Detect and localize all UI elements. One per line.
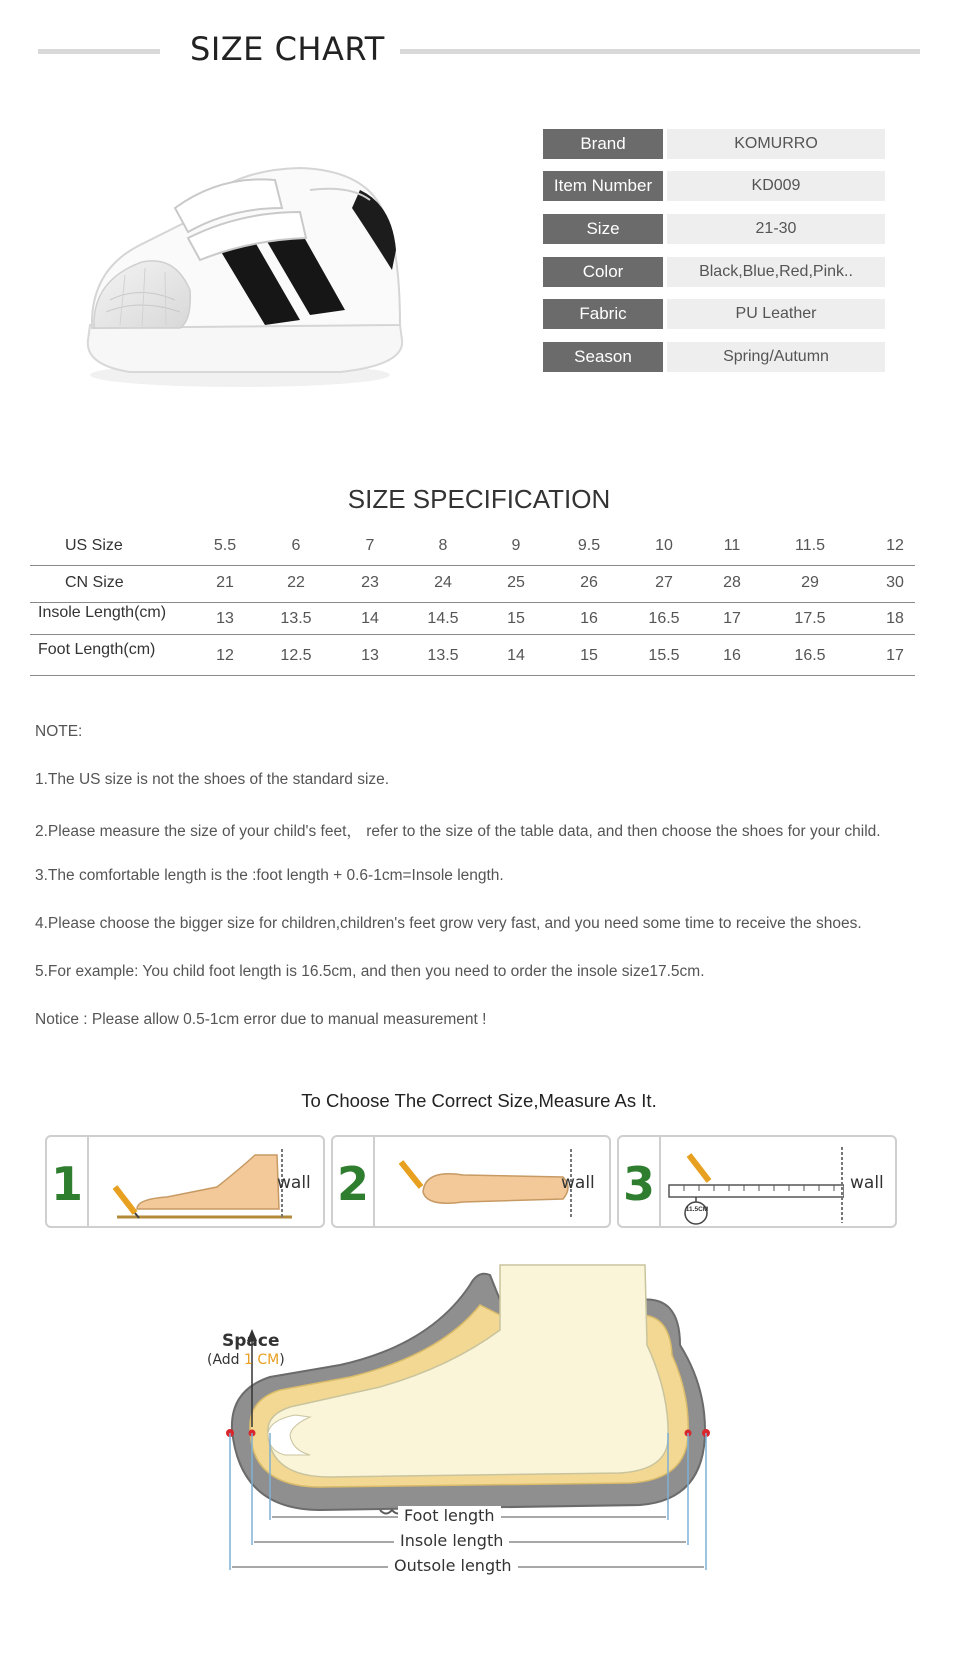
attr-row-season: [543, 342, 885, 372]
spec-cell: 25: [507, 574, 525, 591]
spec-cell: 29: [801, 574, 819, 591]
spec-cell: 12.5: [280, 647, 312, 664]
attr-row-brand: [543, 129, 885, 159]
spec-cell: 17: [723, 610, 741, 627]
attr-value: Black,Blue,Red,Pink..: [667, 257, 885, 287]
attr-row-item-number: [543, 171, 885, 201]
insole-length-label: Insole length: [394, 1531, 509, 1550]
measure-step-1: [45, 1135, 325, 1228]
spec-cell: 17: [886, 647, 904, 664]
note-item: 3.The comfortable length is the :foot length + 0.6-1cm=Insole length.: [35, 867, 504, 884]
spec-cell: 10: [655, 537, 673, 554]
spec-cell: 7: [365, 537, 375, 554]
measure-step-2: [331, 1135, 611, 1228]
spec-cell: 15.5: [648, 647, 680, 664]
attr-key: Size: [543, 214, 663, 244]
attr-key: Fabric: [543, 299, 663, 329]
add-space-label: [207, 1352, 285, 1368]
spec-cell: 13.5: [280, 610, 312, 627]
spec-cell: 16.5: [794, 647, 826, 664]
spec-cell: 14.5: [427, 610, 459, 627]
spec-cell: 13: [216, 610, 234, 627]
foot-length-label: Foot length: [398, 1506, 501, 1525]
spec-row-label: US Size: [65, 537, 123, 554]
spec-cell: 14: [507, 647, 525, 664]
step-number: 1: [51, 1157, 84, 1211]
outsole-length-label: Outsole length: [388, 1556, 518, 1575]
spec-rule: [30, 634, 915, 635]
spec-cell: 16: [723, 647, 741, 664]
spec-cell: 11.5: [795, 537, 825, 554]
ruler-measure-icon: [664, 1145, 844, 1225]
spec-cell: 13: [361, 647, 379, 664]
note-item: 2.Please measure the size of your child's feet， refer to the size of the table data, and then choose the shoes for your child.: [35, 823, 881, 840]
spec-cell: 24: [434, 574, 452, 591]
attr-value: KD009: [667, 171, 885, 201]
spec-title: SIZE SPECIFICATION: [347, 484, 611, 514]
spec-cell: 5.5: [213, 537, 237, 554]
spec-cell: 17.5: [794, 610, 826, 627]
measure-title: To Choose The Correct Size,Measure As It.: [301, 1090, 657, 1111]
spec-cell: 26: [580, 574, 598, 591]
spec-row-label: Insole Length(cm): [38, 604, 167, 621]
spec-cell: 9: [511, 537, 521, 554]
spec-cell: 30: [886, 574, 904, 591]
spec-cell: 12: [886, 537, 904, 554]
spec-rule: [30, 675, 915, 676]
measure-step-3: [617, 1135, 897, 1228]
spec-cell: 27: [655, 574, 673, 591]
add-value: 1 CM: [244, 1352, 280, 1368]
note-item: 5.For example: You child foot length is 16.5cm, and then you need to order the insole size17.5cm.: [35, 963, 705, 980]
step-number: 2: [337, 1157, 370, 1211]
header-rule-right: [400, 49, 920, 54]
spec-row-label: Foot Length(cm): [38, 641, 156, 658]
attr-row-color: [543, 257, 885, 287]
spec-cell: 14: [361, 610, 379, 627]
add-prefix: (Add: [207, 1352, 245, 1368]
attr-key: Color: [543, 257, 663, 287]
attr-row-size: [543, 214, 885, 244]
spec-cell: 21: [216, 574, 234, 591]
spec-cell: 15: [507, 610, 525, 627]
spec-cell: 12: [216, 647, 234, 664]
spec-rule: [30, 602, 915, 603]
attr-value: 21-30: [667, 214, 885, 244]
attr-value: KOMURRO: [667, 129, 885, 159]
attr-key: Season: [543, 342, 663, 372]
spec-cell: 13.5: [427, 647, 459, 664]
note-item: 4.Please choose the bigger size for children,children's feet grow very fast, and you need some time to receive the shoes.: [35, 915, 862, 932]
step-divider: [659, 1137, 661, 1226]
note-item: Notice : Please allow 0.5-1cm error due to manual measurement !: [35, 1011, 487, 1028]
spec-cell: 16: [580, 610, 598, 627]
step-number: 3: [623, 1157, 656, 1211]
ruler-tag: 11.5CM: [685, 1206, 709, 1213]
add-suffix: ): [279, 1352, 285, 1368]
spec-rule: [30, 565, 915, 566]
spec-cell: 28: [723, 574, 741, 591]
attr-key: Brand: [543, 129, 663, 159]
spec-cell: 9.5: [577, 537, 601, 554]
spec-cell: 23: [361, 574, 379, 591]
spec-cell: 16.5: [648, 610, 680, 627]
wall-label: wall: [277, 1173, 311, 1193]
spec-row-label: CN Size: [65, 574, 124, 591]
note-heading: NOTE:: [35, 723, 83, 740]
attr-value: PU Leather: [667, 299, 885, 329]
product-shoe-image: [70, 150, 420, 400]
step-divider: [373, 1137, 375, 1226]
spec-cell: 22: [287, 574, 305, 591]
spec-cell: 18: [886, 610, 904, 627]
header-rule-left: [38, 49, 160, 54]
space-label: Space: [222, 1331, 280, 1351]
spec-cell: 6: [291, 537, 301, 554]
wall-label: wall: [561, 1173, 595, 1193]
spec-cell: 8: [438, 537, 448, 554]
attr-row-fabric: [543, 299, 885, 329]
spec-cell: 15: [580, 647, 598, 664]
spec-cell: 11: [723, 537, 741, 554]
note-item: 1.The US size is not the shoes of the standard size.: [35, 771, 390, 788]
attr-value: Spring/Autumn: [667, 342, 885, 372]
page-title: SIZE CHART: [190, 30, 385, 68]
attr-key: Item Number: [543, 171, 663, 201]
step-divider: [87, 1137, 89, 1226]
wall-label: wall: [850, 1173, 884, 1193]
